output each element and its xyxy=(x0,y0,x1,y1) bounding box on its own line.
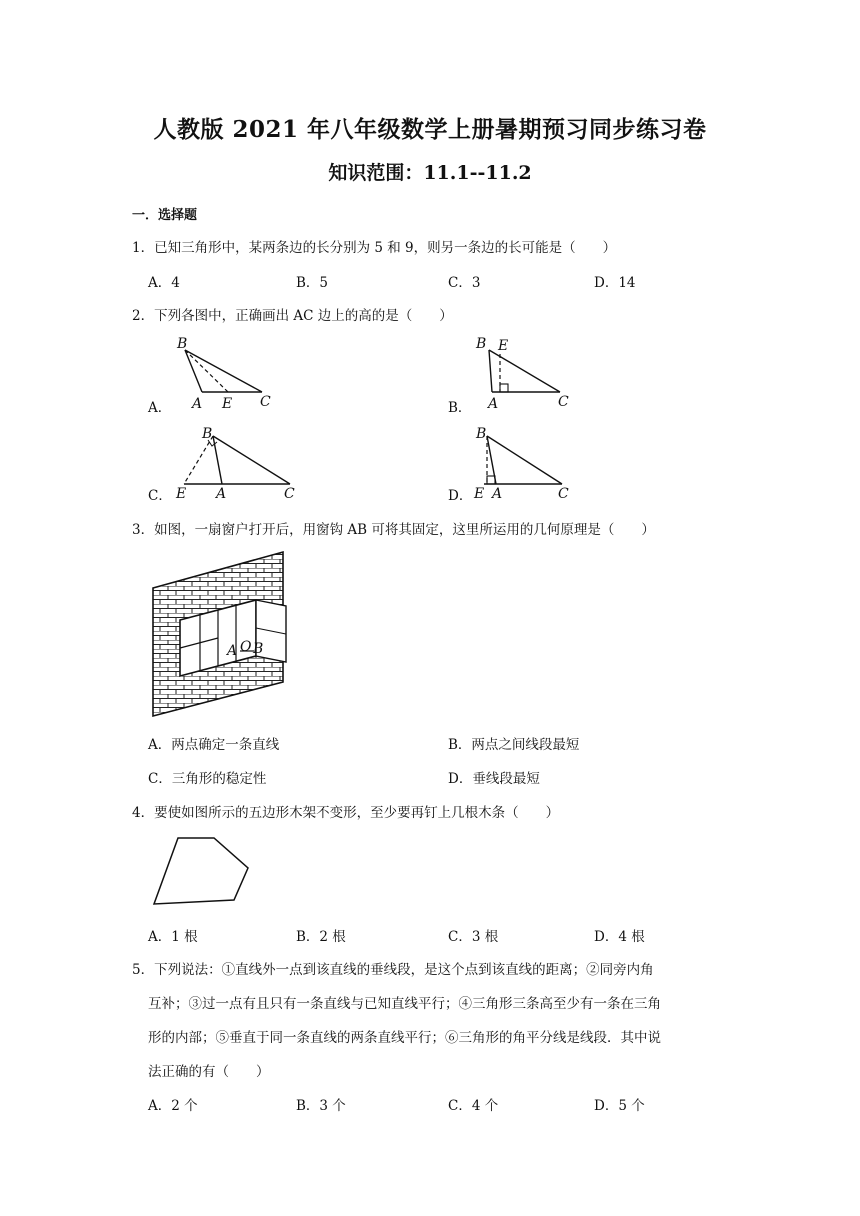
question-5-option-d: D．5 个 xyxy=(594,1098,645,1114)
question-2-figure-c xyxy=(170,422,300,500)
question-2-figure-d xyxy=(470,422,580,500)
figure-label-c: C xyxy=(260,394,271,410)
question-4-option-b: B．2 根 xyxy=(296,929,346,945)
question-3-option-c: C．三角形的稳定性 xyxy=(148,771,267,787)
question-5-option-c: C．4 个 xyxy=(448,1098,499,1114)
question-1-option-c: C．3 xyxy=(448,275,481,291)
question-4-stem: 4．要使如图所示的五边形木架不变形，至少要再钉上几根木条（ ） xyxy=(132,805,560,821)
question-1-option-a: A．4 xyxy=(148,275,180,291)
question-4-pentagon-figure xyxy=(150,832,260,908)
question-3-option-a: A．两点确定一条直线 xyxy=(148,737,280,753)
question-3-option-b: B．两点之间线段最短 xyxy=(448,737,580,753)
question-5-option-a: A．2 个 xyxy=(148,1098,198,1114)
question-2-figure-b xyxy=(470,334,580,412)
question-4-option-d: D．4 根 xyxy=(594,929,645,945)
question-2-option-c: C． xyxy=(148,488,172,504)
figure-label-a: A xyxy=(192,396,203,412)
question-4-option-c: C．3 根 xyxy=(448,929,499,945)
question-4-option-a: A．1 根 xyxy=(148,929,198,945)
question-5-stem-line-3: 形的内部；⑤垂直于同一条直线的两条直线平行；⑥三角形的角平分线是线段．其中说 xyxy=(148,1030,661,1046)
figure-label-c: C xyxy=(284,486,295,500)
question-1-option-d: D．14 xyxy=(594,275,636,291)
question-3-window-figure xyxy=(150,550,290,720)
figure-label-e: E xyxy=(474,486,485,500)
figure-label-b: B xyxy=(253,641,264,657)
figure-label-c: C xyxy=(558,486,569,500)
figure-label-e: E xyxy=(176,486,187,500)
question-3-stem: 3．如图，一扇窗户打开后，用窗钩 AB 可将其固定，这里所运用的几何原理是（ ） xyxy=(132,522,655,538)
question-2-option-b: B． xyxy=(448,400,472,416)
question-5-stem-line-1: 5．下列说法：①直线外一点到该直线的垂线段，是这个点到该直线的距离；②同旁内角 xyxy=(132,962,654,978)
figure-label-b: B xyxy=(476,426,487,442)
figure-label-e: E xyxy=(222,396,233,412)
page-subtitle: 知识范围：11.1--11.2 xyxy=(328,162,532,184)
figure-label-b: B xyxy=(177,336,188,352)
question-2-figure-a xyxy=(170,334,280,412)
section-heading: 一．选择题 xyxy=(132,208,198,223)
question-2-stem: 2．下列各图中，正确画出 AC 边上的高的是（ ） xyxy=(132,308,453,324)
question-1-stem: 1．已知三角形中，某两条边的长分别为 5 和 9，则另一条边的长可能是（ ） xyxy=(132,240,617,256)
figure-label-a: A xyxy=(492,486,503,500)
question-2-option-a: A． xyxy=(148,400,172,416)
figure-label-c: C xyxy=(558,394,569,410)
question-3-option-d: D．垂线段最短 xyxy=(448,771,540,787)
figure-label-a: A xyxy=(488,396,499,412)
question-2-option-d: D． xyxy=(448,488,473,504)
question-5-stem-line-4: 法正确的有（ ） xyxy=(148,1064,270,1080)
figure-label-b: B xyxy=(202,426,213,442)
figure-label-e: E xyxy=(498,338,509,354)
question-5-stem-line-2: 互补；③过一点有且只有一条直线与已知直线平行；④三角形三条高至少有一条在三角 xyxy=(148,996,661,1012)
figure-label-b: B xyxy=(476,336,487,352)
figure-label-a: A xyxy=(216,486,227,500)
page-title: 人教版 2021 年八年级数学上册暑期预习同步练习卷 xyxy=(153,116,707,143)
figure-label-o: O xyxy=(240,639,252,655)
figure-label-a: A xyxy=(227,643,238,659)
question-5-option-b: B．3 个 xyxy=(296,1098,346,1114)
question-1-option-b: B．5 xyxy=(296,275,329,291)
